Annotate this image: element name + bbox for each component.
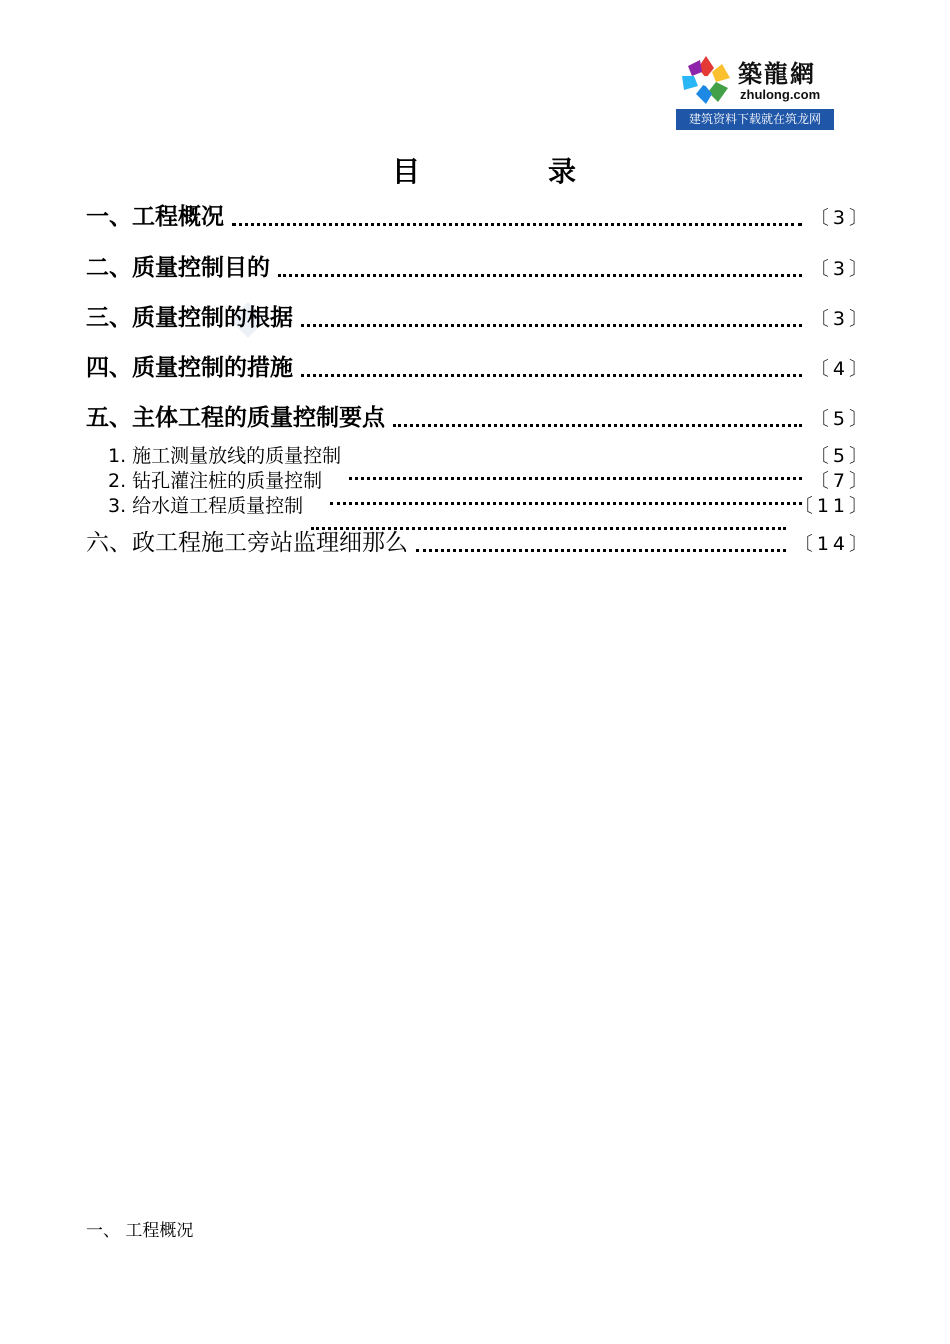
toc-entry[interactable] bbox=[86, 353, 872, 383]
toc-subentry-page: 〔7〕 bbox=[809, 470, 872, 492]
toc-entry-page: 〔3〕 bbox=[809, 258, 872, 280]
toc-leader-dots bbox=[393, 424, 802, 427]
toc-title-second-char: 录 bbox=[548, 155, 577, 188]
toc-entry-page: 〔4〕 bbox=[809, 358, 872, 380]
toc-entry[interactable] bbox=[86, 303, 872, 333]
logo-top-area bbox=[676, 52, 834, 108]
toc-leader-dots bbox=[278, 274, 802, 277]
toc-subentry-label: 3. 给水道工程质量控制 bbox=[108, 495, 304, 517]
toc-entry[interactable] bbox=[86, 253, 872, 283]
toc-entry[interactable] bbox=[86, 528, 872, 558]
toc-subentry[interactable] bbox=[108, 444, 872, 468]
toc-entry-label: 二、质量控制目的 bbox=[86, 255, 270, 281]
toc-entry-label: 四、质量控制的措施 bbox=[86, 355, 293, 381]
toc-leader-dots bbox=[301, 374, 802, 377]
toc-leader-dots bbox=[416, 549, 786, 552]
toc-entry-page: 〔3〕 bbox=[809, 207, 872, 229]
toc-entry-label: 六、政工程施工旁站监理细那么 bbox=[86, 530, 408, 556]
logo-domain: zhulong.com bbox=[740, 87, 821, 102]
toc-entry[interactable] bbox=[86, 403, 872, 433]
toc-entry-page: 〔3〕 bbox=[809, 308, 872, 330]
toc-entry-label: 五、主体工程的质量控制要点 bbox=[86, 405, 385, 431]
toc-entry-page: 〔5〕 bbox=[809, 408, 872, 430]
toc-leader-dots bbox=[301, 324, 802, 327]
toc-entry[interactable] bbox=[86, 202, 872, 232]
logo-pinwheel-icon bbox=[678, 54, 734, 106]
toc-entry-page: 〔14〕 bbox=[793, 533, 872, 555]
zhulong-logo bbox=[676, 52, 834, 130]
toc-subentry-page: 〔11〕 bbox=[793, 495, 872, 517]
toc-leader-dots bbox=[232, 223, 802, 226]
toc-subentry[interactable] bbox=[108, 469, 872, 493]
toc-subentry-label: 1. 施工测量放线的质量控制 bbox=[108, 445, 342, 467]
section-heading: 一、 工程概况 bbox=[86, 1221, 194, 1241]
toc-entry-label: 一、工程概况 bbox=[86, 204, 224, 230]
toc-subentry[interactable] bbox=[108, 494, 872, 518]
toc-subentry-page: 〔5〕 bbox=[809, 445, 872, 467]
toc-subentry-label: 2. 钻孔灌注桩的质量控制 bbox=[108, 470, 323, 492]
logo-chinese-name: 築龍網 bbox=[738, 59, 816, 88]
logo-slogan: 建筑资料下载就在筑龙网 bbox=[676, 109, 834, 130]
toc-entry-label: 三、质量控制的根据 bbox=[86, 305, 293, 331]
toc-title-first-char: 目 bbox=[392, 155, 421, 188]
